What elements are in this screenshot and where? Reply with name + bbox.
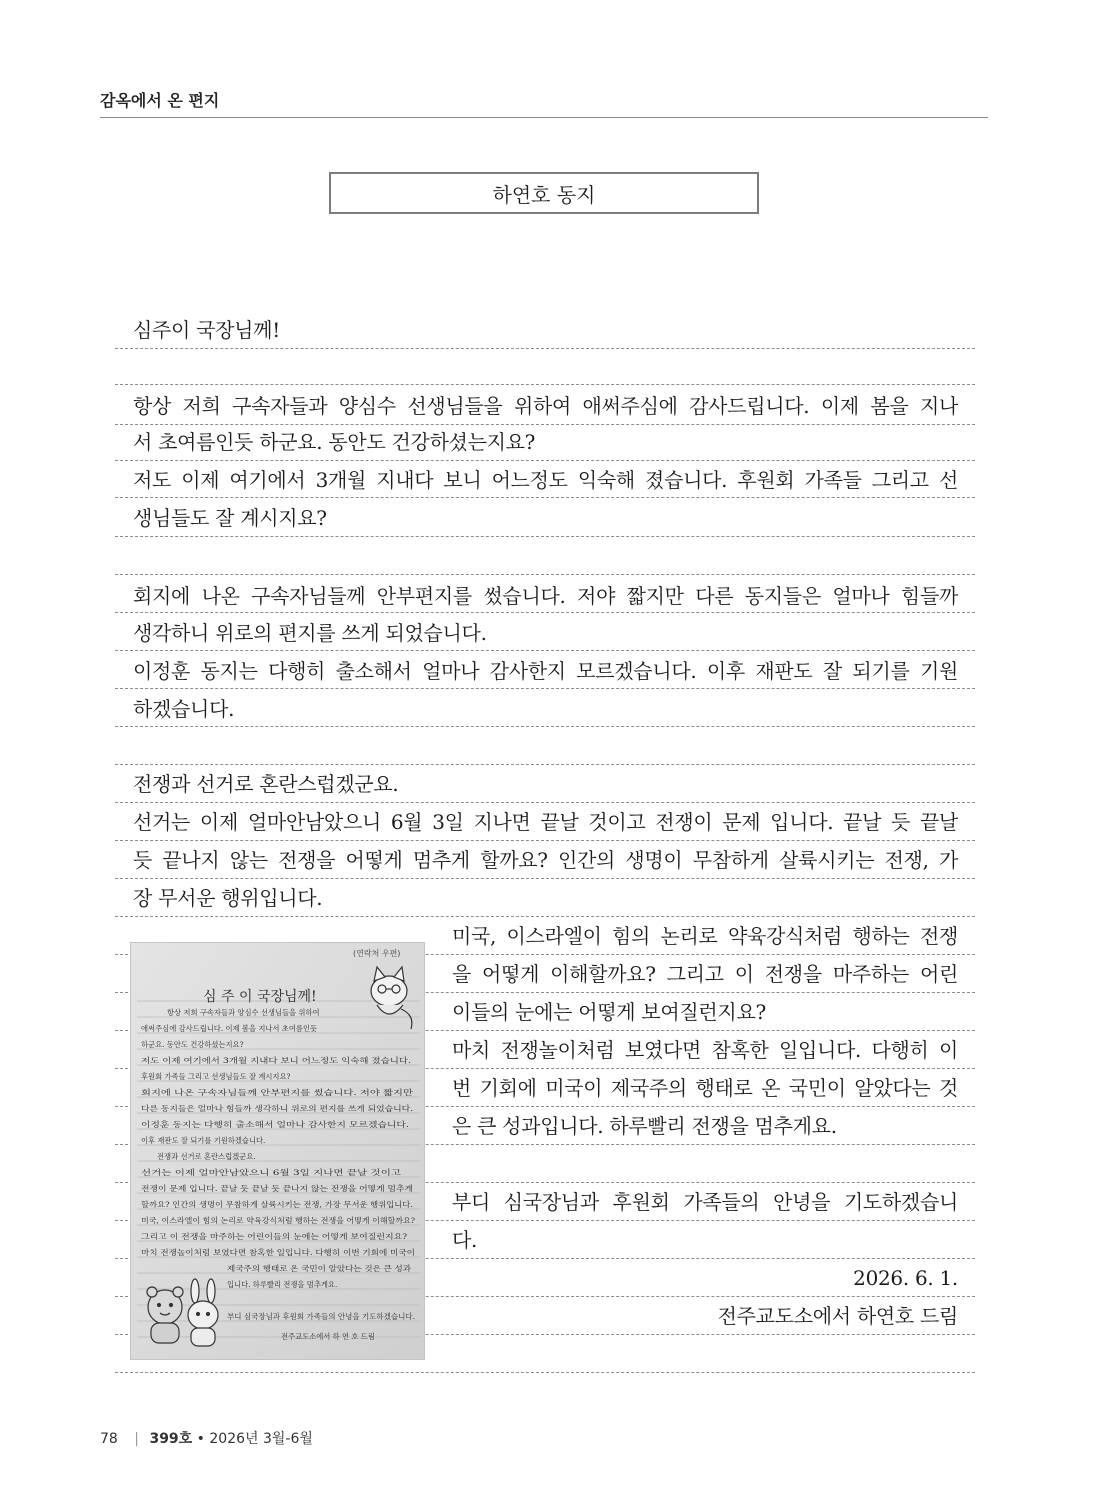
handwritten-line: 입니다. 하루빨리 전쟁을 멈추게요. bbox=[227, 1280, 338, 1289]
handwritten-line: 제국주의 행태로 온 국민이 알았다는 것은 큰 성과 bbox=[227, 1264, 411, 1273]
footer-separator: | bbox=[134, 1431, 139, 1447]
handwritten-line: 항상 저희 구속자들과 양심수 선생님들을 위하여 bbox=[167, 1008, 320, 1017]
handwritten-line: 이후 재판도 잘 되기를 기원하겠습니다. bbox=[141, 1136, 266, 1145]
ruled-line bbox=[115, 802, 975, 803]
title-box bbox=[329, 172, 759, 214]
footer-bullet: • bbox=[196, 1431, 205, 1447]
ruled-line bbox=[115, 726, 975, 727]
body-line: 듯 끝나지 않는 전쟁을 어떻게 멈추게 할까요? 인간의 생명이 무참하게 살륙시키는 전쟁, 가 bbox=[133, 848, 958, 872]
body-line: 항상 저희 구속자들과 양심수 선생님들을 위하여 애써주심에 감사드립니다. 이제 봄을 지나 bbox=[133, 394, 958, 418]
body-line: 을 어떻게 이해할까요? 그리고 이 전쟁을 마주하는 어린 bbox=[452, 962, 958, 986]
handwritten-heading: 심 주 이 국장님께! bbox=[203, 989, 317, 1005]
ruled-line bbox=[115, 574, 975, 575]
section-title: 감옥에서 온 편지 bbox=[100, 91, 220, 110]
handwritten-line: 전주교도소에서 하 연 호 드림 bbox=[281, 1332, 375, 1341]
body-line: 번 기회에 미국이 제국주의 행태로 온 국민이 알았다는 것 bbox=[452, 1076, 958, 1100]
ruled-line bbox=[115, 497, 975, 498]
greeting: 심주이 국장님께! bbox=[133, 318, 280, 342]
handwritten-line: 애써주심에 감사드립니다. 이제 봄을 지나서 초여름인듯 bbox=[141, 1024, 318, 1033]
body-line: 생각하니 위로의 편지를 쓰게 되었습니다. bbox=[133, 621, 487, 645]
page-number: 78 bbox=[100, 1431, 118, 1447]
ruled-line bbox=[115, 688, 975, 689]
handwritten-line: 그리고 이 전쟁을 마주하는 어린이들의 눈에는 어떻게 보여질런지요? bbox=[141, 1232, 408, 1241]
body-line: 부디 심국장님과 후원회 가족들의 안녕을 기도하겠습니 bbox=[452, 1190, 958, 1214]
handwritten-line: 전쟁과 선거로 혼란스럽겠군요. bbox=[157, 1152, 256, 1161]
handwritten-line: 마치 전쟁놀이처럼 보였다면 참혹한 일입니다. 다행히 이번 기회에 미국이 bbox=[141, 1248, 415, 1257]
body-line: 은 큰 성과입니다. 하루빨리 전쟁을 멈추게요. bbox=[452, 1114, 837, 1138]
handwritten-line: 이정훈 동지는 다행히 출소해서 얼마나 감사한지 모르겠습니다. bbox=[141, 1120, 409, 1129]
body-line: 마치 전쟁놀이처럼 보였다면 참혹한 일입니다. 다행히 이 bbox=[452, 1038, 958, 1062]
body-line: 이정훈 동지는 다행히 출소해서 얼마나 감사한지 모르겠습니다. 이후 재판도 잘 되기를 기원 bbox=[133, 659, 958, 683]
handwritten-line: 미국, 이스라엘이 힘의 논리로 약육강식처럼 행하는 전쟁을 어떻게 이해할까요? bbox=[141, 1216, 416, 1225]
ruled-line bbox=[115, 536, 975, 537]
letter-date: 2026. 6. 1. bbox=[853, 1266, 958, 1290]
title-box-text: 하연호 동지 bbox=[492, 182, 596, 207]
body-line: 다. bbox=[452, 1228, 478, 1252]
ruled-line bbox=[115, 1372, 975, 1373]
ruled-line bbox=[115, 650, 975, 651]
body-line: 저도 이제 여기에서 3개월 지내다 보니 어느정도 익숙해 졌습니다. 후원회 가족들 그리고 선 bbox=[133, 468, 958, 492]
issue-number: 399호 bbox=[149, 1431, 193, 1447]
ruled-line bbox=[115, 764, 975, 765]
body-line: 생님들도 잘 계시지요? bbox=[133, 506, 327, 530]
body-line: 장 무서운 행위입니다. bbox=[133, 886, 323, 910]
ruled-line bbox=[115, 384, 975, 385]
handwritten-line: 후원회 가족들 그리고 선생님들도 잘 계시지요? bbox=[141, 1072, 291, 1081]
page-footer bbox=[100, 1428, 313, 1448]
ruled-line bbox=[115, 460, 975, 461]
handwritten-letter-image bbox=[131, 943, 425, 1360]
ruled-line bbox=[115, 612, 975, 613]
handwritten-letter-photo bbox=[130, 942, 425, 1360]
ruled-line bbox=[115, 424, 975, 425]
ruled-line bbox=[115, 348, 975, 349]
handwritten-line: 하군요. 동안도 건강하셨는지요? bbox=[141, 1040, 244, 1049]
handwritten-line: 전쟁이 문제 입니다. 끝날 듯 끝날 듯 끝나지 않는 전쟁을 어떻게 멈추게 bbox=[141, 1184, 413, 1193]
header-rule bbox=[100, 117, 988, 118]
handwritten-line: 회지에 나온 구속자님들께 안부편지를 썼습니다. 저야 짧지만 bbox=[141, 1088, 413, 1097]
body-line: 미국, 이스라엘이 힘의 논리로 약육강식처럼 행하는 전쟁 bbox=[452, 924, 958, 948]
body-line: 회지에 나온 구속자님들께 안부편지를 썼습니다. 저야 짧지만 다른 동지들은 얼마나 힘들까 bbox=[133, 584, 958, 608]
ruled-line bbox=[115, 916, 975, 917]
handwritten-line: 저도 이제 여기에서 3개월 지내다 보니 어느정도 익숙해 졌습니다. bbox=[141, 1056, 411, 1065]
body-line: 서 초여름인듯 하군요. 동안도 건강하셨는지요? bbox=[133, 430, 536, 454]
letter-signature: 전주교도소에서 하연호 드림 bbox=[717, 1304, 958, 1328]
issue-date-range: 2026년 3월-6월 bbox=[209, 1431, 313, 1447]
body-line: 전쟁과 선거로 혼란스럽겠군요. bbox=[133, 772, 399, 796]
handwritten-line: 부디 심국장님과 후원회 가족들의 안녕을 기도하겠습니다. bbox=[227, 1312, 415, 1321]
handwritten-line: 다른 동지들은 얼마나 힘들까 생각하니 위로의 편지를 쓰게 되었습니다. bbox=[141, 1104, 413, 1113]
body-line: 이들의 눈에는 어떻게 보여질런지요? bbox=[452, 1000, 766, 1024]
handwritten-corner-note: (연락처 우편) bbox=[353, 949, 401, 958]
ruled-line bbox=[115, 878, 975, 879]
handwritten-line: 선거는 이제 얼마안남았으니 6월 3일 지나면 끝날 것이고 bbox=[141, 1168, 401, 1177]
ruled-line bbox=[115, 840, 975, 841]
handwritten-line: 할까요? 인간의 생명이 무참하게 살륙시키는 전쟁, 가장 무서운 행위입니다. bbox=[141, 1200, 413, 1209]
body-line: 선거는 이제 얼마안남았으니 6월 3일 지나면 끝날 것이고 전쟁이 문제 입니다. 끝날 듯 끝날 bbox=[133, 810, 958, 834]
body-line: 하겠습니다. bbox=[133, 697, 235, 721]
